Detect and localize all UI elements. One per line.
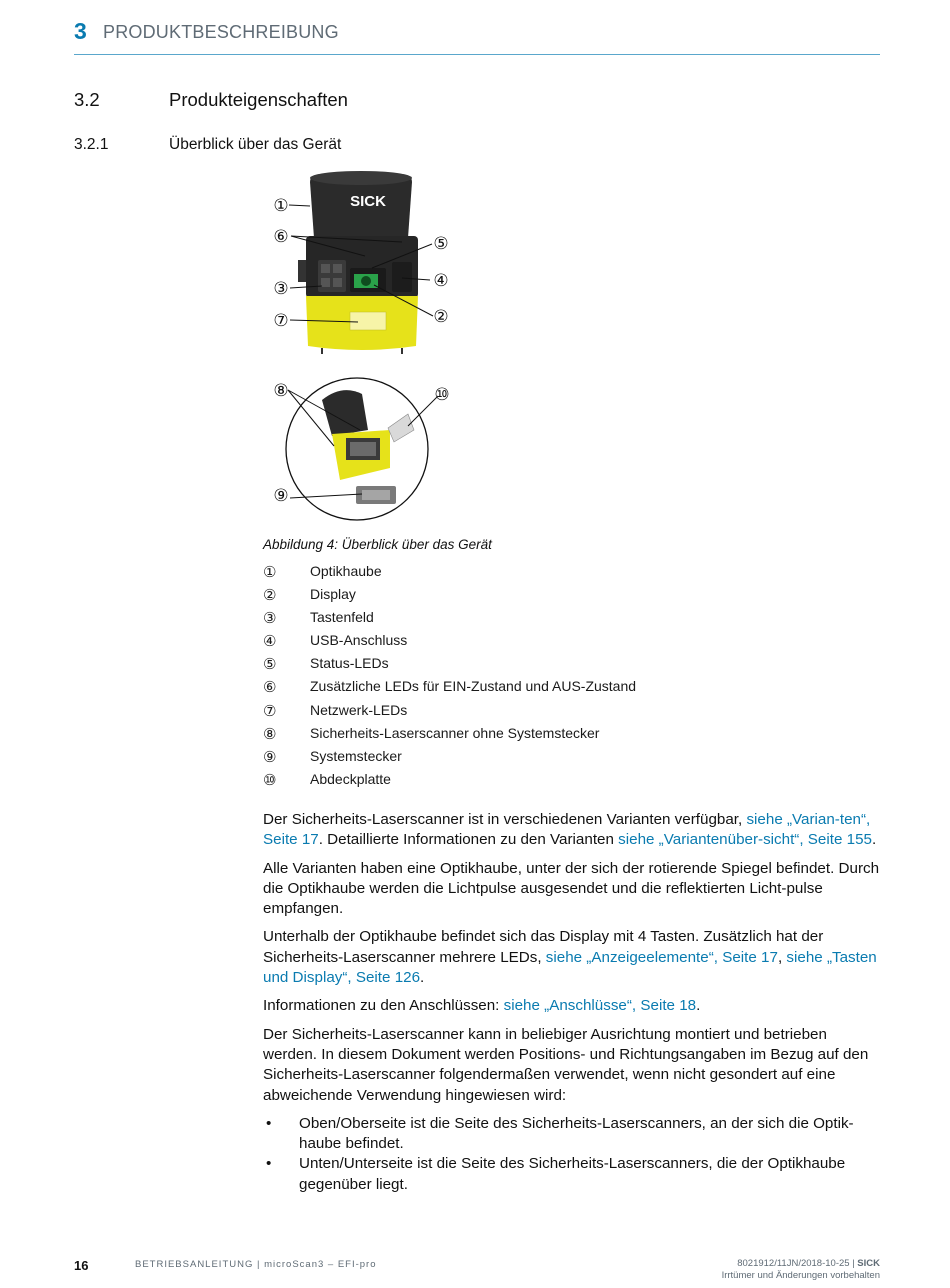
paragraph-text: Der Sicherheits-Laserscanner ist in verschiedenen Varianten verfügbar, <box>263 811 747 828</box>
legend-item <box>263 770 823 793</box>
legend-text: Abdeckplatte <box>310 770 391 787</box>
list-item-text: Unten/Unterseite ist die Seite des Sicherheits-Laserscanners, die der Optikhaube gegenüber liegt. <box>299 1155 846 1193</box>
legend-item <box>263 677 823 700</box>
page-number: 16 <box>74 1258 89 1273</box>
paragraph: Der Sicherheits-Laserscanner kann in beliebiger Ausrichtung montiert und betrieben werden. In diesem Dokument werden Positions- und Richtungsangaben im Bezug auf den Sicherheits-Laserscanner folgendermaßen verwendet, wenn nicht gesondert auf eine abweichende Verwendung hingewiesen wird: <box>263 1025 869 1104</box>
legend-text: USB-Anschluss <box>310 632 408 649</box>
section-number: 3.2 <box>74 89 100 110</box>
legend-number: ② <box>263 586 277 605</box>
legend-number: ⑨ <box>263 747 277 766</box>
callout-10: ⑩ <box>434 385 450 405</box>
paragraph-text: . <box>420 969 425 987</box>
legend-text: Status-LEDs <box>310 655 389 672</box>
paragraph <box>263 996 880 1016</box>
footer-brand: SICK <box>857 1258 880 1269</box>
footer-right <box>722 1258 880 1282</box>
paragraph-text: . <box>871 831 877 849</box>
cross-reference-link[interactable]: siehe „Variantenüber-sicht“, Seite 155 <box>618 831 872 849</box>
legend-item <box>263 724 823 747</box>
section-title: Produkteigenschaften <box>169 89 348 110</box>
legend-text: Tastenfeld <box>310 609 374 626</box>
legend-number: ⑧ <box>263 724 277 743</box>
cross-reference-link[interactable]: siehe „Anschlüsse“, Seite 18 <box>503 997 697 1015</box>
bullet-icon: • <box>266 1155 272 1173</box>
callout-5: ⑤ <box>433 234 449 254</box>
paragraph-text: . <box>696 997 701 1015</box>
cross-reference-link[interactable]: siehe „Anzeigeelemente“, Seite 17 <box>545 948 778 966</box>
legend-number: ⑥ <box>263 678 277 697</box>
subsection-title: Überblick über das Gerät <box>169 136 342 153</box>
legend-text: Systemstecker <box>310 747 402 764</box>
legend-item <box>263 701 823 724</box>
chapter-number: 3 <box>74 18 87 44</box>
paragraph-text: Informationen zu den Anschlüssen: <box>263 997 504 1015</box>
legend-item <box>263 631 823 654</box>
legend-number: ⑩ <box>263 770 277 789</box>
callout-4: ④ <box>433 271 449 291</box>
callout-3: ③ <box>273 279 289 299</box>
legend-number: ④ <box>263 632 277 651</box>
legend-item <box>263 562 823 585</box>
device-overview-figure <box>262 168 482 528</box>
footer-doc-id: 8021912/11JN/2018-10-25 | <box>737 1258 858 1269</box>
legend-number: ③ <box>263 609 277 628</box>
paragraph <box>263 927 880 988</box>
callout-2: ② <box>433 307 449 327</box>
callout-8: ⑧ <box>273 381 289 401</box>
legend-item <box>263 608 823 631</box>
body-text <box>263 810 880 1195</box>
list-item <box>263 1114 880 1155</box>
paragraph-text: . Detaillierte Informationen zu den Varianten <box>318 831 619 849</box>
legend-text: Optikhaube <box>310 563 382 579</box>
legend-item <box>263 747 823 770</box>
cross-reference-link[interactable]: siehe „Tasten und Display“, Seite 126 <box>263 948 877 987</box>
device-illustration <box>262 168 482 528</box>
list-item <box>263 1154 880 1195</box>
callout-7: ⑦ <box>273 311 289 331</box>
page-header <box>74 16 880 55</box>
bullet-icon: • <box>266 1114 272 1132</box>
legend-number: ⑤ <box>263 655 277 674</box>
paragraph-text: , <box>777 948 787 966</box>
callout-9: ⑨ <box>273 486 289 506</box>
figure-legend <box>263 562 823 793</box>
callout-6: ⑥ <box>273 227 289 247</box>
footer-doc-title: BETRIEBSANLEITUNG | microScan3 – EFI-pro <box>135 1259 377 1270</box>
legend-text: Netzwerk-LEDs <box>310 701 408 718</box>
legend-number: ① <box>263 563 277 581</box>
scanner-device-front <box>298 171 418 354</box>
cross-reference-link[interactable]: siehe „Varian-ten“, Seite 17 <box>263 811 871 849</box>
legend-text: Zusätzliche LEDs für EIN-Zustand und AUS-Zustand <box>310 678 637 695</box>
list-item-text: Oben/Oberseite ist die Seite des Sicherheits-Laserscanners, an der sich die Optik-haube befindet. <box>299 1114 854 1153</box>
legend-text: Display <box>310 586 356 603</box>
bullet-list <box>263 1114 880 1195</box>
system-plug-inset <box>286 378 428 520</box>
legend-text: Sicherheits-Laserscanner ohne Systemstecker <box>310 724 600 741</box>
callout-1: ① <box>273 196 289 216</box>
legend-item <box>263 654 823 677</box>
paragraph <box>263 810 880 851</box>
paragraph: Alle Varianten haben eine Optikhaube, unter der sich der rotierende Spiegel befindet. Durch die Optikhaube werden die Lichtpulse ausgesendet und die reflektierten Licht-pulse empfangen. <box>263 859 880 918</box>
subsection-number: 3.2.1 <box>74 136 109 153</box>
legend-number: ⑦ <box>263 701 277 720</box>
sick-logo: SICK <box>350 193 386 210</box>
figure-caption: Abbildung 4: Überblick über das Gerät <box>263 537 492 552</box>
legend-item <box>263 585 823 608</box>
chapter-title: PRODUKTBESCHREIBUNG <box>103 22 339 42</box>
paragraph-text: Unterhalb der Optikhaube befindet sich das Display mit 4 Tasten. Zusätzlich hat der Sicherheits-Laserscanner mehrere LEDs, <box>263 928 824 966</box>
footer-disclaimer: Irrtümer und Änderungen vorbehalten <box>721 1270 880 1281</box>
